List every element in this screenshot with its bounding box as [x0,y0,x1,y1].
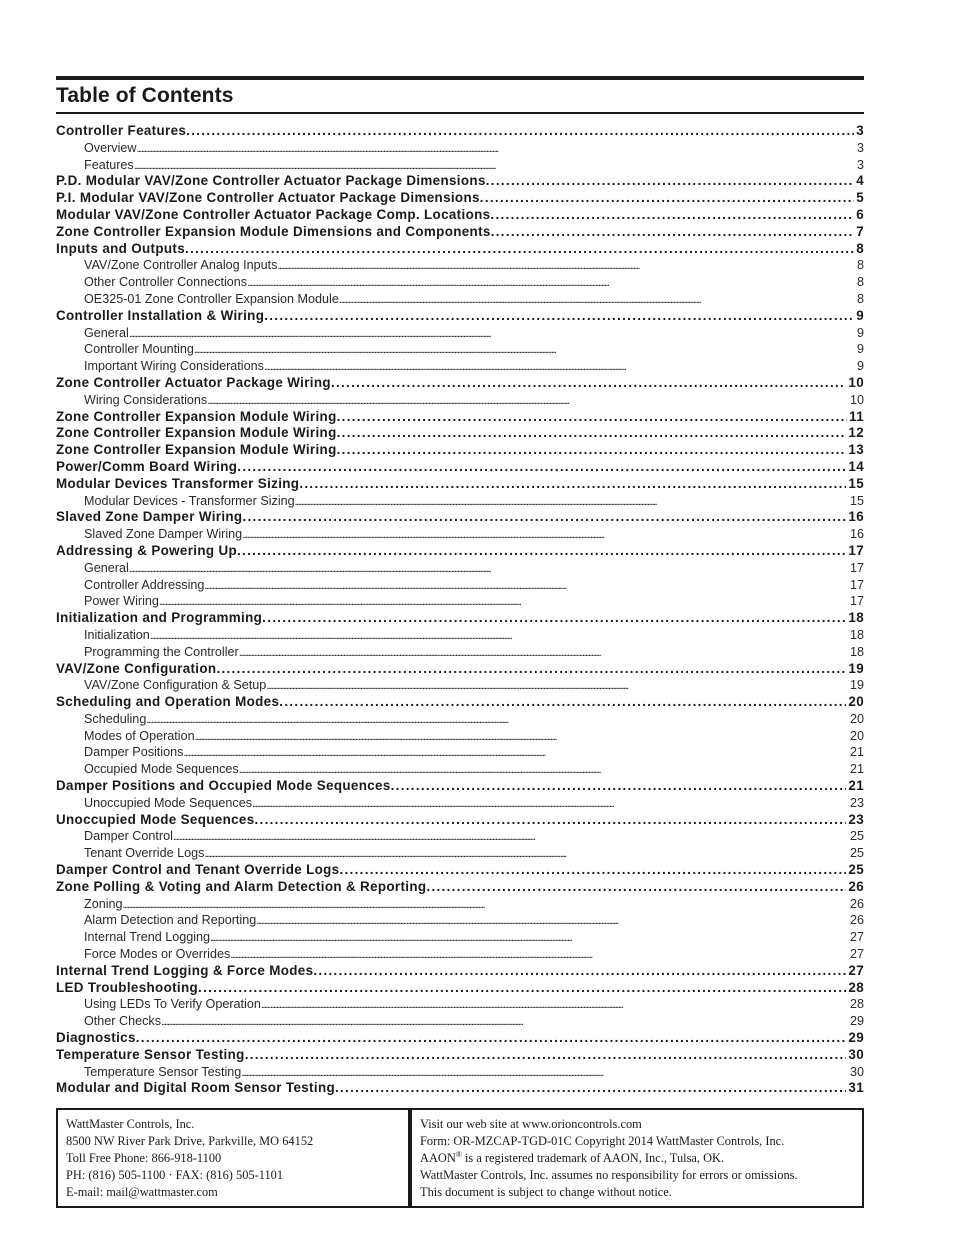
toc-entry-label: OE325-01 Zone Controller Expansion Module [84,291,339,306]
footer-contact [58,1110,412,1206]
toc-entry-label: Damper Positions and Occupied Mode Sequences [56,778,391,794]
toc-entry-page: 15 [849,493,864,508]
toc-entry-label: Scheduling and Operation Modes [56,694,280,710]
toc-entry-label: Internal Trend Logging [84,930,211,945]
toc-entry-page: 17 [849,594,864,609]
dot-leader [204,577,848,594]
dot-leader [173,828,848,845]
toc-subentry[interactable] [56,140,864,157]
dot-leader [237,543,846,560]
toc-entry-page: 20 [848,694,864,710]
toc-entry-label: Modular Devices - Transformer Sizing [84,493,295,508]
footer-box [56,1108,864,1208]
toc-entry-page: 23 [848,811,864,827]
dot-leader [490,207,854,224]
toc-entry-label: Force Modes or Overrides [84,947,231,962]
toc-entry-label: Modular VAV/Zone Controller Actuator Package Comp. Locations [56,206,491,222]
toc-subentry[interactable] [56,291,864,308]
toc-entry-page: 25 [849,829,864,844]
toc-entry[interactable] [56,661,864,678]
dot-leader [136,1030,847,1047]
dot-leader [230,946,848,963]
toc-entry-label: Power Wiring [84,594,159,609]
toc-entry-page: 23 [849,795,864,810]
toc-entry-page: 9 [856,342,864,357]
toc-entry-label: Temperature Sensor Testing [84,1064,242,1079]
dot-leader [339,862,846,879]
disclaimer: WattMaster Controls, Inc. assumes no responsibility for errors or omissions. [420,1168,798,1182]
toc-entry-page: 27 [849,930,864,945]
toc-entry[interactable] [56,862,864,879]
toc-entry-page: 7 [856,223,864,239]
dot-leader [136,140,855,157]
dot-leader [486,173,854,190]
toc-entry-label: Important Wiring Considerations [84,359,264,374]
toc-entry-page: 26 [849,913,864,928]
toc-entry-page: 27 [848,962,864,978]
dot-leader [183,744,848,761]
toc-subentry[interactable] [56,929,864,946]
toc-entry-label: P.I. Modular VAV/Zone Controller Actuator Package Dimensions [56,190,480,206]
toc-entry-page: 18 [849,644,864,659]
toc-entry-label: P.D. Modular VAV/Zone Controller Actuator Package Dimensions [56,173,486,189]
dot-leader [239,644,848,661]
toll-free-phone: Toll Free Phone: 866-918-1100 [66,1151,222,1165]
dot-leader [262,610,846,627]
toc-entry-label: Other Controller Connections [84,275,248,290]
toc-entry[interactable] [56,610,864,627]
dot-leader [194,341,855,358]
toc-entry[interactable] [56,980,864,997]
toc-entry-label: Initialization and Programming [56,610,263,626]
toc-entry-page: 17 [848,542,864,558]
toc-entry-label: Zone Polling & Voting and Alarm Detection & Reporting [56,878,427,894]
registered-mark: ® [455,1149,462,1159]
toc-subentry[interactable] [56,358,864,375]
toc-entry[interactable] [56,963,864,980]
toc-subentry[interactable] [56,845,864,862]
toc-entry-label: Unoccupied Mode Sequences [84,795,253,810]
toc-entry-label: Using LEDs To Verify Operation [84,997,261,1012]
toc-entry[interactable] [56,224,864,241]
toc-entry-page: 28 [849,997,864,1012]
toc-entry-page: 10 [849,392,864,407]
toc-subentry[interactable] [56,896,864,913]
toc-entry-label: Damper Control [84,829,173,844]
toc-entry-page: 14 [848,458,864,474]
toc-subentry[interactable] [56,627,864,644]
title-rule [56,112,864,114]
toc-entry[interactable] [56,425,864,442]
toc-entry-label: Tenant Override Logs [84,846,205,861]
toc-entry-label: General [84,560,129,575]
toc-subentry[interactable] [56,946,864,963]
toc-entry-page: 10 [848,374,864,390]
toc-entry-label: Zone Controller Expansion Module Dimensions and Components [56,223,491,239]
toc-entry-label: Programming the Controller [84,644,239,659]
dot-leader [216,661,846,678]
toc-entry-label: Overview [84,140,137,155]
dot-leader [299,476,846,493]
toc-entry-label: Damper Control and Tenant Override Logs [56,862,340,878]
dot-leader [247,274,855,291]
dot-leader [266,677,848,694]
toc-entry-page: 8 [856,240,864,256]
toc-entry-label: Modular Devices Transformer Sizing [56,475,300,491]
dot-leader [264,358,855,375]
toc-entry-page: 18 [848,610,864,626]
toc-entry-page: 4 [856,173,864,189]
toc-entry-page: 19 [849,678,864,693]
dot-leader [239,761,848,778]
top-rule [56,76,864,80]
dot-leader [277,257,855,274]
toc-subentry[interactable] [56,325,864,342]
toc-subentry[interactable] [56,392,864,409]
phone-fax: PH: (816) 505-1100 · FAX: (816) 505-1101 [66,1168,284,1182]
toc-entry-page: 20 [849,711,864,726]
toc-entry[interactable] [56,459,864,476]
dot-leader [242,509,846,526]
toc-entry-label: Zone Controller Expansion Module Wiring [56,442,337,458]
toc-entry-page: 3 [856,140,864,155]
toc-subentry[interactable] [56,996,864,1013]
toc-entry-page: 9 [856,325,864,340]
toc-entry-page: 3 [856,123,864,138]
dot-leader [256,912,848,929]
toc-entry-page: 28 [848,979,864,995]
dot-leader [313,963,846,980]
toc-entry-label: VAV/Zone Controller Analog Inputs [84,258,278,273]
toc-entry[interactable] [56,1047,864,1064]
toc-entry-label: Damper Positions [84,745,184,760]
toc-entry-label: Slaved Zone Damper Wiring [56,509,243,525]
dot-leader [255,812,847,829]
toc-entry-page: 27 [849,947,864,962]
toc-entry-page: 25 [848,862,864,878]
toc-entry-label: Inputs and Outputs [56,240,186,256]
toc-entry-page: 30 [849,1064,864,1079]
toc-entry-page: 21 [848,778,864,794]
toc-subentry[interactable] [56,257,864,274]
dot-leader [261,996,848,1013]
toc-entry-page: 6 [856,206,864,222]
dot-leader [241,1064,848,1081]
dot-leader [295,493,848,510]
dot-leader [480,190,854,207]
dot-leader [195,728,848,745]
toc-entry-page: 30 [848,1046,864,1062]
table-of-contents [56,123,864,1097]
footer-legal [412,1110,862,1206]
toc-entry-page: 3 [856,157,864,172]
toc-entry[interactable] [56,778,864,795]
toc-entry-label: Other Checks [84,1014,161,1029]
form-copyright: Form: OR-MZCAP-TGD-01C Copyright 2014 WattMaster Controls, Inc. [420,1134,785,1148]
toc-entry-page: 21 [849,745,864,760]
toc-entry-page: 25 [849,846,864,861]
dot-leader [150,627,848,644]
toc-entry-label: Controller Features [56,123,187,138]
dot-leader [134,157,855,174]
dot-leader [426,879,846,896]
toc-entry-page: 9 [856,307,864,323]
dot-leader [252,795,848,812]
toc-entry-page: 8 [856,275,864,290]
dot-leader [186,123,854,140]
toc-entry[interactable] [56,1030,864,1047]
toc-entry[interactable] [56,375,864,392]
toc-entry-page: 11 [849,408,864,424]
toc-entry-page: 9 [856,359,864,374]
toc-entry-label: Internal Trend Logging & Force Modes [56,962,314,978]
toc-subentry[interactable] [56,157,864,174]
dot-leader [335,1080,846,1097]
toc-subentry[interactable] [56,644,864,661]
toc-entry-label: Temperature Sensor Testing [56,1046,245,1062]
dot-leader [161,1013,848,1030]
toc-entry-label: VAV/Zone Configuration [56,660,217,676]
toc-subentry[interactable] [56,577,864,594]
dot-leader [129,560,848,577]
dot-leader [339,291,855,308]
toc-subentry[interactable] [56,493,864,510]
toc-entry-page: 5 [856,190,864,206]
toc-entry[interactable] [56,812,864,829]
toc-entry[interactable] [56,409,864,426]
trademark-name: AAON [420,1151,456,1165]
toc-entry-label: Zone Controller Expansion Module Wiring [56,425,337,441]
toc-entry-label: Controller Mounting [84,342,194,357]
toc-entry-label: Features [84,157,134,172]
dot-leader [129,325,855,342]
toc-entry-label: Controller Addressing [84,577,205,592]
dot-leader [198,980,846,997]
toc-entry-page: 16 [849,527,864,542]
dot-leader [331,375,846,392]
toc-entry-page: 31 [848,1080,864,1096]
toc-entry-page: 26 [849,896,864,911]
toc-subentry[interactable] [56,761,864,778]
dot-leader [391,778,847,795]
toc-entry-page: 8 [856,258,864,273]
toc-entry[interactable] [56,207,864,224]
toc-subentry[interactable] [56,341,864,358]
dot-leader [185,241,854,258]
toc-entry-page: 15 [848,475,864,491]
toc-subentry[interactable] [56,711,864,728]
toc-entry-label: Unoccupied Mode Sequences [56,811,255,827]
toc-entry-label: Slaved Zone Damper Wiring [84,527,243,542]
page-title: Table of Contents [56,84,234,107]
toc-entry-label: Occupied Mode Sequences [84,762,239,777]
toc-subentry[interactable] [56,912,864,929]
toc-entry-label: Zone Controller Actuator Package Wiring [56,374,331,390]
toc-entry-label: Zone Controller Expansion Module Wiring [56,408,337,424]
dot-leader [237,459,846,476]
email: E-mail: mail@wattmaster.com [66,1185,218,1199]
toc-entry[interactable] [56,1080,864,1097]
toc-entry-page: 20 [849,728,864,743]
toc-entry-page: 8 [856,291,864,306]
toc-subentry[interactable] [56,560,864,577]
dot-leader [279,694,846,711]
toc-subentry[interactable] [56,593,864,610]
toc-entry-label: Initialization [84,627,150,642]
toc-entry-page: 12 [848,425,864,441]
toc-subentry[interactable] [56,1013,864,1030]
dot-leader [491,224,854,241]
trademark-line [420,1150,854,1167]
change-notice: This document is subject to change without notice. [420,1185,672,1199]
toc-subentry[interactable] [56,677,864,694]
dot-leader [146,711,848,728]
toc-entry-label: Scheduling [84,711,147,726]
dot-leader [242,526,848,543]
toc-entry[interactable] [56,190,864,207]
toc-subentry[interactable] [56,1064,864,1081]
toc-entry-label: LED Troubleshooting [56,979,199,995]
toc-entry[interactable] [56,173,864,190]
dot-leader [204,845,848,862]
toc-entry-label: Diagnostics [56,1030,136,1046]
dot-leader [210,929,848,946]
toc-entry[interactable] [56,123,864,140]
toc-entry-page: 21 [849,762,864,777]
toc-entry-page: 13 [848,442,864,458]
toc-entry[interactable] [56,509,864,526]
toc-entry[interactable] [56,442,864,459]
company-name: WattMaster Controls, Inc. [66,1117,195,1131]
dot-leader [123,896,848,913]
toc-entry-page: 16 [848,509,864,525]
toc-entry-label: Zoning [84,896,123,911]
toc-entry-page: 17 [849,577,864,592]
dot-leader [337,409,848,426]
website-line: Visit our web site at www.orioncontrols.com [420,1117,642,1131]
toc-entry-page: 19 [848,660,864,676]
dot-leader [245,1047,847,1064]
dot-leader [264,308,854,325]
toc-entry-label: General [84,325,129,340]
toc-entry[interactable] [56,241,864,258]
dot-leader [207,392,848,409]
trademark-text: is a registered trademark of AAON, Inc., Tulsa, OK. [461,1151,725,1165]
toc-entry-page: 29 [848,1030,864,1046]
toc-subentry[interactable] [56,744,864,761]
toc-entry-label: VAV/Zone Configuration & Setup [84,678,267,693]
toc-entry-label: Modular and Digital Room Sensor Testing [56,1080,335,1096]
toc-entry-page: 18 [849,627,864,642]
toc-subentry[interactable] [56,274,864,291]
toc-entry[interactable] [56,694,864,711]
toc-subentry[interactable] [56,795,864,812]
toc-entry-page: 17 [849,560,864,575]
dot-leader [337,425,847,442]
toc-entry[interactable] [56,476,864,493]
toc-subentry[interactable] [56,526,864,543]
toc-entry[interactable] [56,308,864,325]
company-address: 8500 NW River Park Drive, Parkville, MO 64152 [66,1134,314,1148]
toc-entry-label: Wiring Considerations [84,392,208,407]
toc-subentry[interactable] [56,828,864,845]
toc-entry[interactable] [56,879,864,896]
toc-entry-label: Power/Comm Board Wiring [56,458,238,474]
toc-entry-label: Addressing & Powering Up [56,542,238,558]
toc-entry-label: Controller Installation & Wiring [56,307,265,323]
toc-subentry[interactable] [56,728,864,745]
dot-leader [159,593,848,610]
toc-entry-label: Modes of Operation [84,728,195,743]
toc-entry-label: Alarm Detection and Reporting [84,913,257,928]
toc-entry-page: 29 [849,1014,864,1029]
dot-leader [337,442,847,459]
toc-entry[interactable] [56,543,864,560]
toc-entry-page: 26 [848,878,864,894]
